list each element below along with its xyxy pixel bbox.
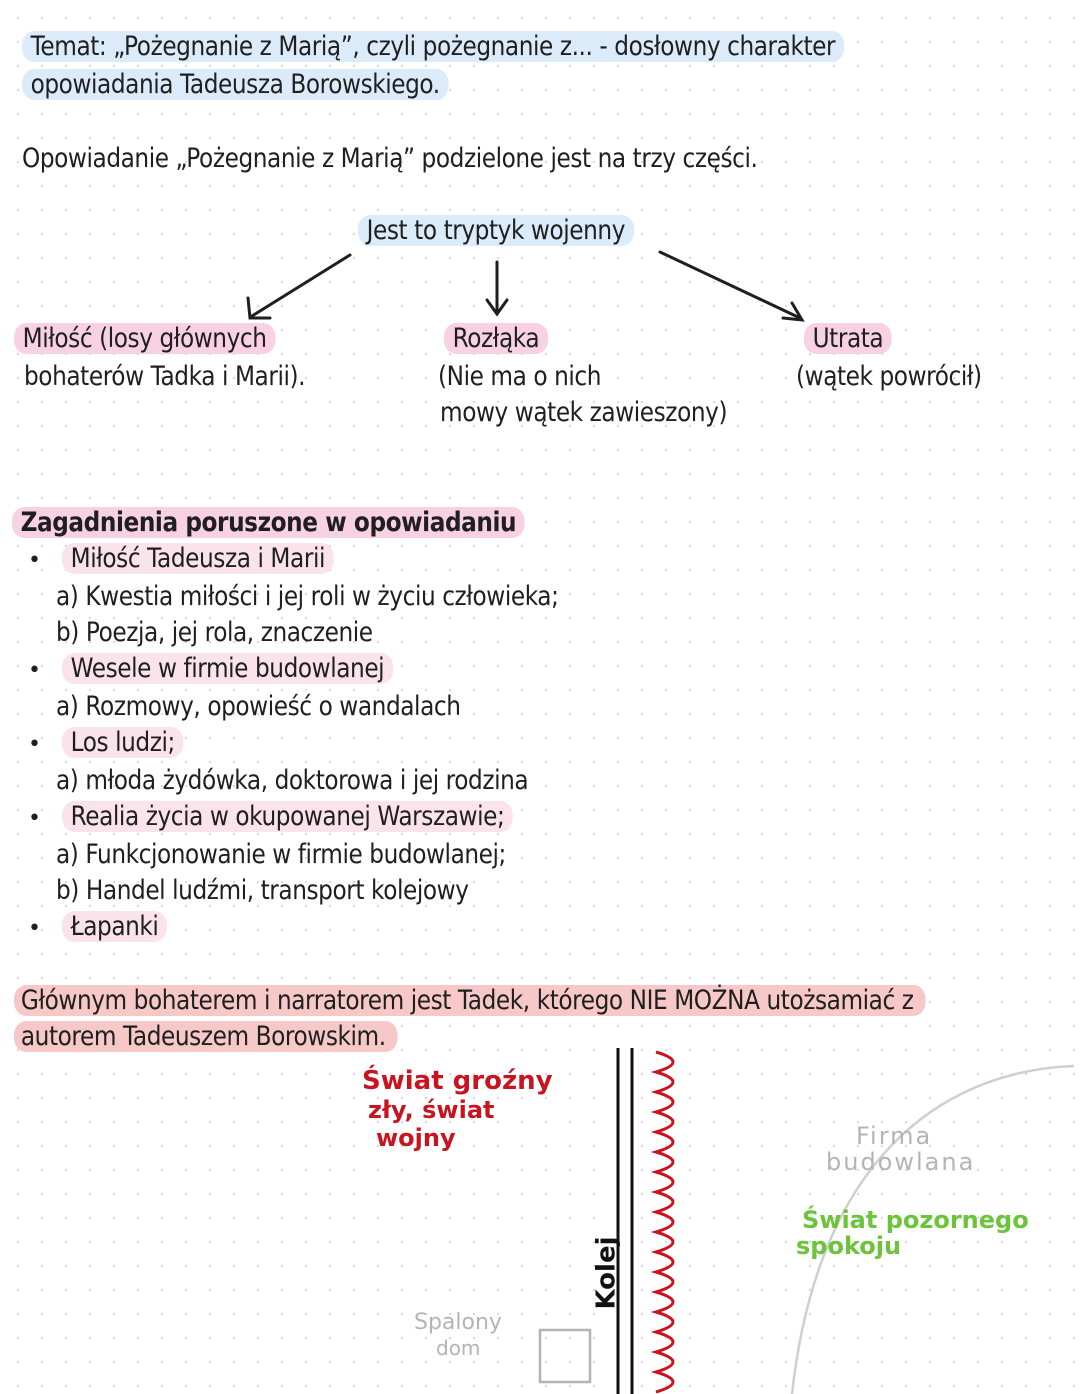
issue-4-label: Realia życia w okupowanej Warszawie; xyxy=(62,800,513,834)
title-line-1: Temat: „Pożegnanie z Marią”, czyli pożegnanie z... - dosłowny charakter xyxy=(22,30,844,64)
diagram-right-desc: (wątek powrócił) xyxy=(796,361,982,392)
title-line-2: opowiadania Tadeusza Borowskiego. xyxy=(22,68,448,102)
gray-label-2: dom xyxy=(436,1336,481,1360)
diagram-middle-desc-2: mowy wątek zawieszony) xyxy=(440,397,728,428)
diagram-middle-label: Rozłąka xyxy=(444,322,548,356)
diagram-left-desc: bohaterów Tadka i Marii). xyxy=(24,361,306,392)
burned-house-box xyxy=(540,1330,590,1382)
issue-1-label: Miłość Tadeusza i Marii xyxy=(62,542,334,576)
diagram-left-label: Miłość (losy głównych xyxy=(14,322,275,356)
narrator-line-2: autorem Tadeuszem Borowskim. xyxy=(14,1020,398,1054)
diagram-middle-desc-1: (Nie ma o nich xyxy=(438,361,601,392)
issue-2-sub-a: a) Rozmowy, opowieść o wandalach xyxy=(56,691,461,722)
gray-label-1: Spalony xyxy=(414,1310,502,1335)
red-label-2: zły, świat xyxy=(368,1096,495,1124)
issue-2-label: Wesele w firmie budowlanej xyxy=(62,652,393,686)
diagram-right-label: Utrata xyxy=(804,322,892,356)
narrator-line-1: Głównym bohaterem i narratorem jest Tadek, którego NIE MOŻNA utożsamiać z xyxy=(14,984,926,1018)
bullet-3: • xyxy=(28,732,41,757)
issue-4-sub-b: b) Handel ludźmi, transport kolejowy xyxy=(56,875,469,906)
intro-text: Opowiadanie „Pożegnanie z Marią” podzielone jest na trzy części. xyxy=(22,143,758,174)
red-label-3: wojny xyxy=(376,1124,456,1152)
rail-label: Kolej xyxy=(591,1236,622,1310)
firm-label-1: Firma xyxy=(856,1122,933,1150)
issue-1-sub-b: b) Poezja, jej rola, znaczenie xyxy=(56,617,373,648)
issue-5-label: Łapanki xyxy=(62,910,167,944)
bullet-5: • xyxy=(28,916,41,941)
bullet-1: • xyxy=(28,548,41,573)
green-label-1: Świat pozornego xyxy=(802,1206,1029,1234)
issue-4-sub-a: a) Funkcjonowanie w firmie budowlanej; xyxy=(56,839,506,870)
firm-label-2: budowlana xyxy=(826,1148,976,1176)
issue-3-label: Los ludzi; xyxy=(62,726,183,760)
issues-heading: Zagadnienia poruszone w opowiadaniu xyxy=(12,506,525,540)
diagram-center: Jest to tryptyk wojenny xyxy=(358,214,634,248)
bullet-4: • xyxy=(28,806,41,831)
green-label-2: spokoju xyxy=(796,1232,902,1260)
zigzag-wall xyxy=(656,1052,673,1392)
issue-3-sub-a: a) młoda żydówka, doktorowa i jej rodzina xyxy=(56,765,529,796)
bullet-2: • xyxy=(28,658,41,683)
red-label-1: Świat groźny xyxy=(362,1066,553,1096)
issue-1-sub-a: a) Kwestia miłości i jej roli w życiu człowieka; xyxy=(56,581,559,612)
